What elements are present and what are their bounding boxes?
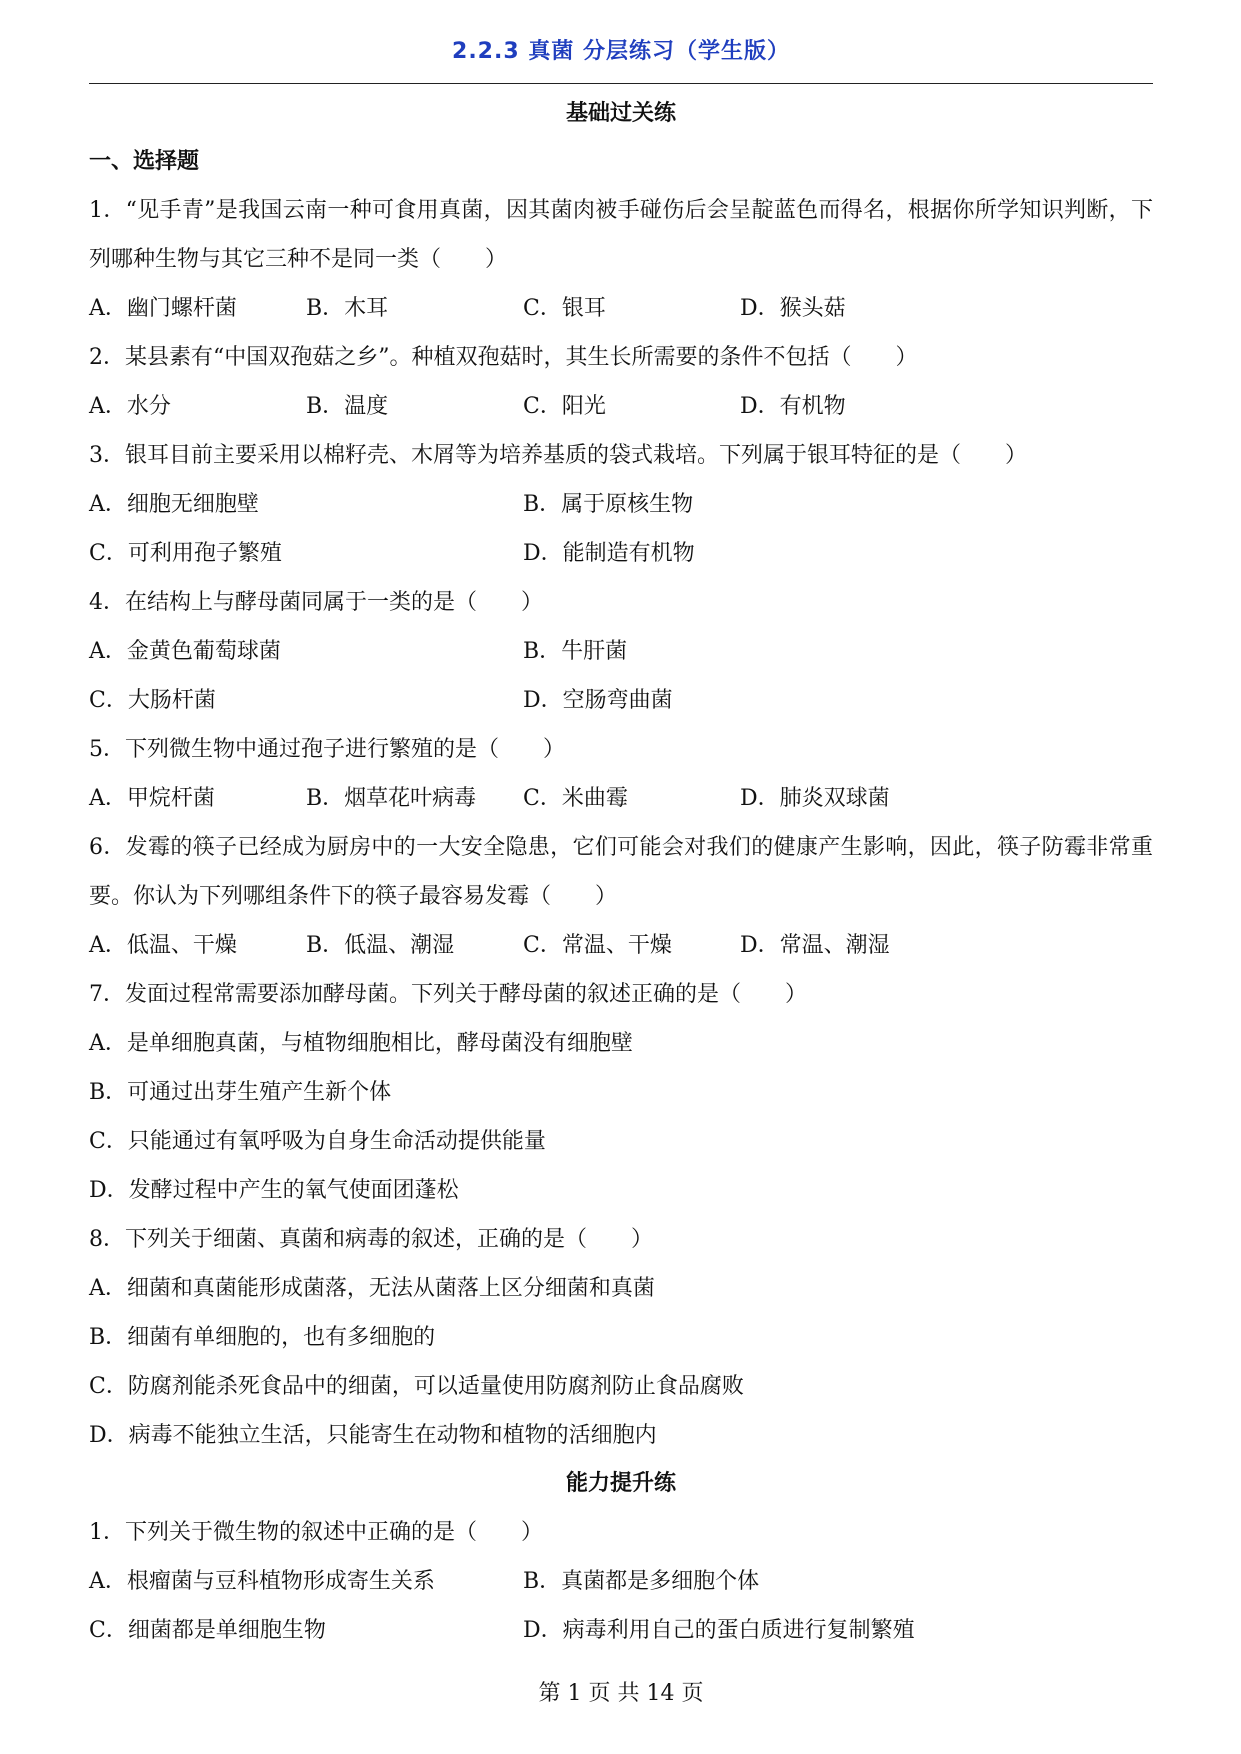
option-b: B．低温、潮湿 [306,933,455,958]
option-row [89,529,1153,578]
option-list [89,1264,1153,1460]
option-a: A．根瘤菌与豆科植物形成寄生关系 [89,1569,435,1594]
option-d: D．空肠弯曲菌 [523,688,673,713]
option-row [89,284,1153,333]
question-5 [89,725,1153,823]
option-d: D．肺炎双球菌 [740,786,890,811]
option-c: C．银耳 [523,296,606,321]
option-b: B．烟草花叶病毒 [306,786,477,811]
option-row [89,382,1153,431]
option-c: C．细菌都是单细胞生物 [89,1618,326,1643]
option-c: C．大肠杆菌 [89,688,216,713]
section-title-basic: 基础过关练 [565,101,676,126]
option-row [89,774,1153,823]
option-row [89,921,1153,970]
question-stem: 3．银耳目前主要采用以棉籽壳、木屑等为培养基质的袋式栽培。下列属于银耳特征的是（ ） [89,443,1028,468]
option-d: D．有机物 [740,394,846,419]
option-row [89,627,1153,676]
option-d: D．常温、潮湿 [740,933,890,958]
option-row [89,480,1153,529]
option-row [89,676,1153,725]
option-a: A．水分 [89,394,171,419]
option-b: B．属于原核生物 [523,492,694,517]
option-a: A．金黄色葡萄球菌 [89,639,281,664]
document-title: 2.2.3 真菌 分层练习（学生版） [452,39,790,64]
question-7 [89,970,1153,1215]
option-d: D．病毒不能独立生活，只能寄生在动物和植物的活细胞内 [89,1423,657,1448]
option-c: C．可利用孢子繁殖 [89,541,282,566]
page-footer: 第 1 页 共 14 页 [538,1681,704,1706]
option-d: D．病毒利用自己的蛋白质进行复制繁殖 [523,1618,915,1643]
option-b: B．可通过出芽生殖产生新个体 [89,1080,392,1105]
question-4 [89,578,1153,725]
option-c: C．米曲霉 [523,786,628,811]
question-stem: 4．在结构上与酵母菌同属于一类的是（ ） [89,590,543,615]
question-1 [89,186,1153,333]
question-stem: 2．某县素有“中国双孢菇之乡”。种植双孢菇时，其生长所需要的条件不包括（ ） [89,345,918,370]
part-title-choice: 一、选择题 [89,149,200,174]
option-a: A．甲烷杆菌 [89,786,215,811]
option-b: B．温度 [306,394,389,419]
option-c: C．防腐剂能杀死食品中的细菌，可以适量使用防腐剂防止食品腐败 [89,1374,744,1399]
section-title-advanced: 能力提升练 [565,1471,676,1496]
question-stem: 1．下列关于微生物的叙述中正确的是（ ） [89,1520,543,1545]
question-stem: 1．“见手青”是我国云南一种可食用真菌，因其菌肉被手碰伤后会呈靛蓝色而得名，根据你所学知识判断，下列哪种生物与其它三种不是同一类（ ） [89,198,1153,272]
advanced-question-1 [89,1508,1153,1655]
option-d: D．猴头菇 [740,296,846,321]
option-b: B．细菌有单细胞的，也有多细胞的 [89,1325,436,1350]
option-d: D．发酵过程中产生的氧气使面团蓬松 [89,1178,459,1203]
option-a: A．幽门螺杆菌 [89,296,237,321]
option-row [89,1606,1153,1655]
option-b: B．木耳 [306,296,389,321]
question-stem: 7．发面过程常需要添加酵母菌。下列关于酵母菌的叙述正确的是（ ） [89,982,807,1007]
question-8 [89,1215,1153,1460]
question-stem: 6．发霉的筷子已经成为厨房中的一大安全隐患，它们可能会对我们的健康产生影响，因此，筷子防霉非常重要。你认为下列哪组条件下的筷子最容易发霉（ ） [89,835,1153,909]
option-c: C．常温、干燥 [523,933,672,958]
question-3 [89,431,1153,578]
option-d: D．能制造有机物 [523,541,695,566]
option-list [89,1019,1153,1215]
option-a: A．低温、干燥 [89,933,237,958]
option-a: A．细胞无细胞壁 [89,492,259,517]
question-6 [89,823,1153,970]
option-a: A．细菌和真菌能形成菌落，无法从菌落上区分细菌和真菌 [89,1276,655,1301]
option-b: B．牛肝菌 [523,639,628,664]
option-row [89,1557,1153,1606]
question-stem: 5．下列微生物中通过孢子进行繁殖的是（ ） [89,737,565,762]
header-rule [89,83,1153,84]
question-stem: 8．下列关于细菌、真菌和病毒的叙述，正确的是（ ） [89,1227,653,1252]
option-a: A．是单细胞真菌，与植物细胞相比，酵母菌没有细胞壁 [89,1031,633,1056]
document-page [89,0,1153,1754]
option-c: C．只能通过有氧呼吸为自身生命活动提供能量 [89,1129,546,1154]
option-b: B．真菌都是多细胞个体 [523,1569,760,1594]
question-2 [89,333,1153,431]
option-c: C．阳光 [523,394,606,419]
document-body [89,90,1153,1655]
